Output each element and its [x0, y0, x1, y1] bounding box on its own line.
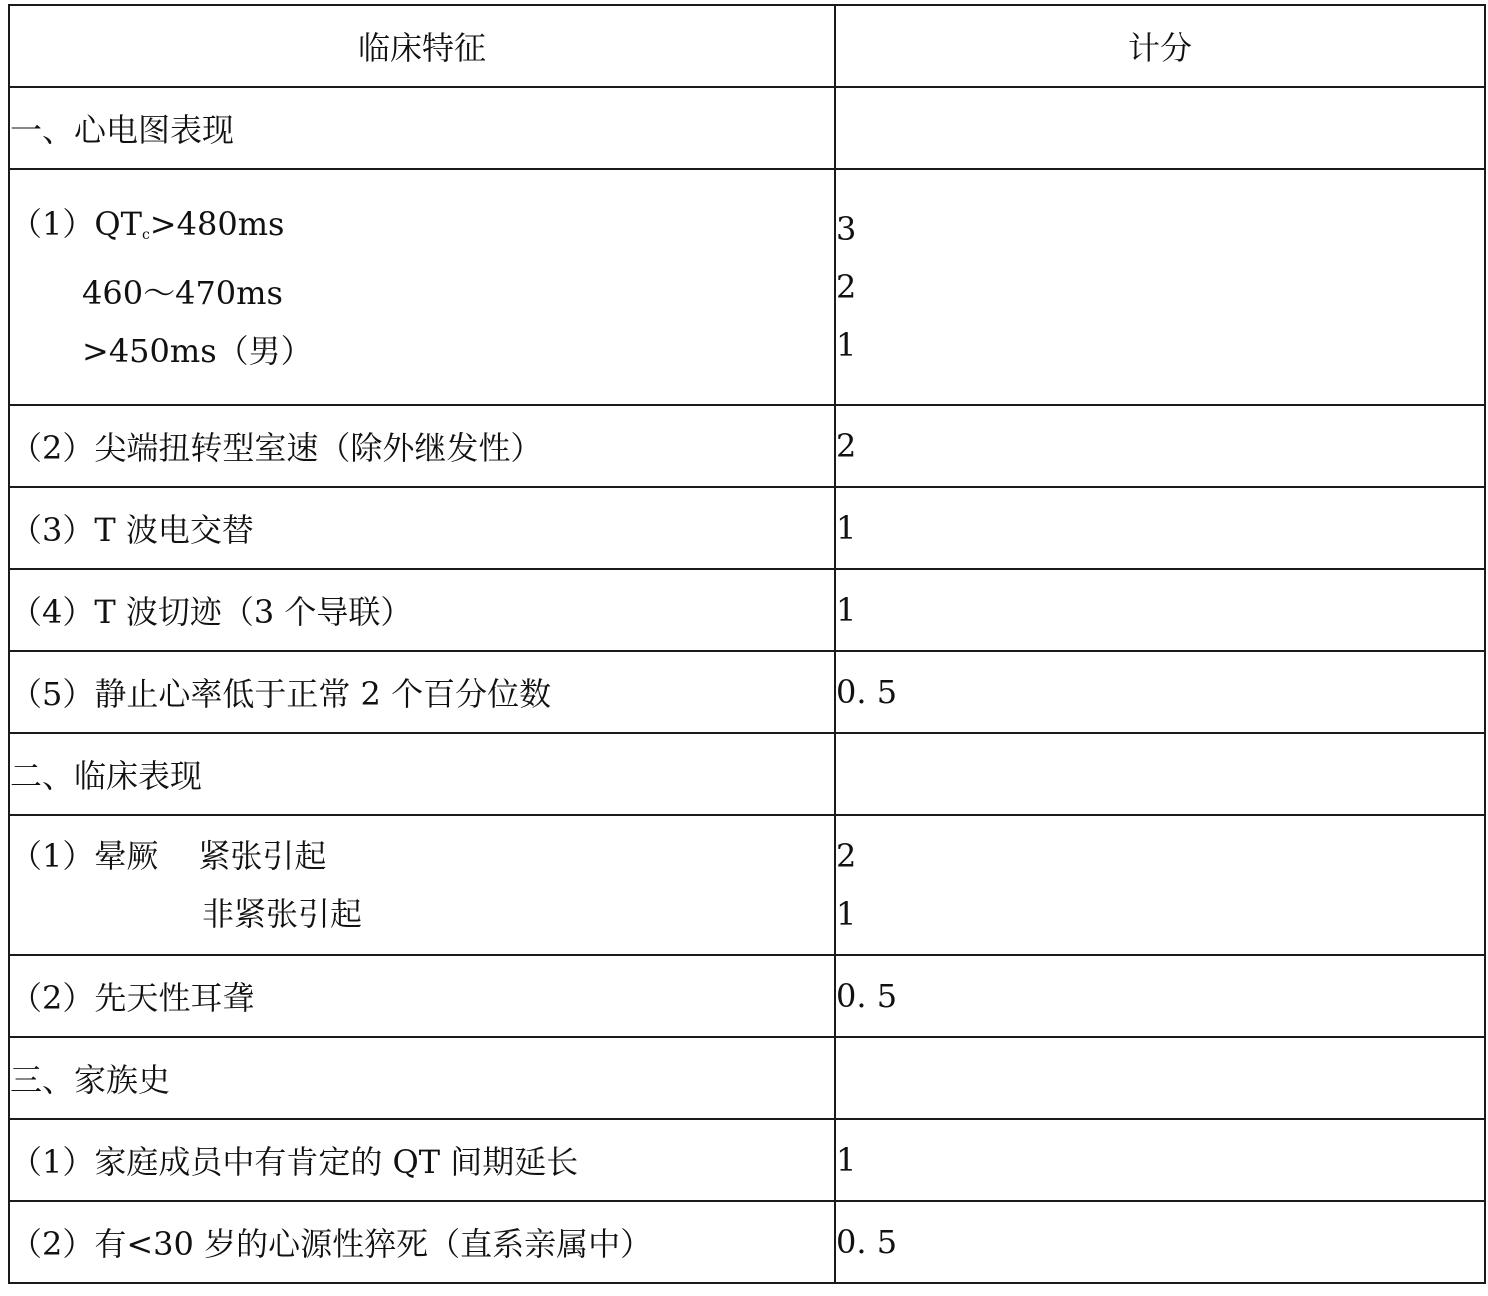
score-cell: [835, 87, 1485, 169]
qt-subscript: c: [141, 226, 150, 243]
table-row: [9, 1037, 1485, 1119]
header-clinical-feature: 临床特征: [9, 5, 835, 87]
feature-cell-qtc: [9, 169, 835, 405]
feature-cell: （1）家庭成员中有肯定的 QT 间期延长: [9, 1119, 835, 1201]
table-row: [9, 815, 1485, 955]
qtc-line-2: 460～470ms: [82, 273, 283, 312]
feature-cell: （2）尖端扭转型室速（除外继发性）: [9, 405, 835, 487]
qtc-line-3: >450ms（男）: [82, 331, 313, 370]
table-row: [9, 1201, 1485, 1283]
syncope-stress: 紧张引起: [198, 837, 327, 875]
feature-cell: （2）先天性耳聋: [9, 955, 835, 1037]
table-header-row: [9, 5, 1485, 87]
score-line: 2: [836, 268, 857, 306]
syncope-label: 晕厥: [94, 837, 159, 875]
score-line: 2: [836, 837, 857, 875]
syncope-line-1: [10, 827, 834, 885]
feature-cell: （3）T 波电交替: [9, 487, 835, 569]
scoring-table: [8, 4, 1486, 1284]
feature-cell: （4）T 波切迹（3 个导联）: [9, 569, 835, 651]
table-row: [9, 87, 1485, 169]
table-row: [9, 169, 1485, 405]
score-cell: 0. 5: [835, 955, 1485, 1037]
section-title-ecg: 一、心电图表现: [9, 87, 835, 169]
feature-cell: （5）静止心率低于正常 2 个百分位数: [9, 651, 835, 733]
table-row: [9, 1119, 1485, 1201]
score-cell: [835, 1037, 1485, 1119]
score-line: 1: [836, 326, 857, 364]
score-cell: 2: [835, 405, 1485, 487]
score-line: 1: [836, 895, 857, 933]
table-row: [9, 733, 1485, 815]
item-number: （1）: [10, 204, 95, 243]
section-title-family: 三、家族史: [9, 1037, 835, 1119]
item-number: （1）: [10, 837, 95, 875]
table-row: [9, 569, 1485, 651]
score-cell: 1: [835, 487, 1485, 569]
table-row: [9, 955, 1485, 1037]
qtc-line-1: [10, 195, 834, 264]
qt-label: QT: [94, 204, 142, 243]
score-cell: 0. 5: [835, 1201, 1485, 1283]
table-row: [9, 487, 1485, 569]
table-row: [9, 651, 1485, 733]
score-cell-syncope: [835, 815, 1485, 955]
score-cell: 1: [835, 1119, 1485, 1201]
qtc-threshold: >480ms: [149, 204, 285, 243]
score-cell: [835, 733, 1485, 815]
feature-cell-syncope: [9, 815, 835, 955]
table-row: [9, 405, 1485, 487]
score-line: 3: [836, 210, 857, 248]
score-cell: 0. 5: [835, 651, 1485, 733]
feature-cell: （2）有<30 岁的心源性猝死（直系亲属中）: [9, 1201, 835, 1283]
syncope-line-2: 非紧张引起: [202, 895, 363, 933]
header-score: 计分: [835, 5, 1485, 87]
section-title-clinical: 二、临床表现: [9, 733, 835, 815]
score-cell: 1: [835, 569, 1485, 651]
score-cell-qtc: [835, 169, 1485, 405]
